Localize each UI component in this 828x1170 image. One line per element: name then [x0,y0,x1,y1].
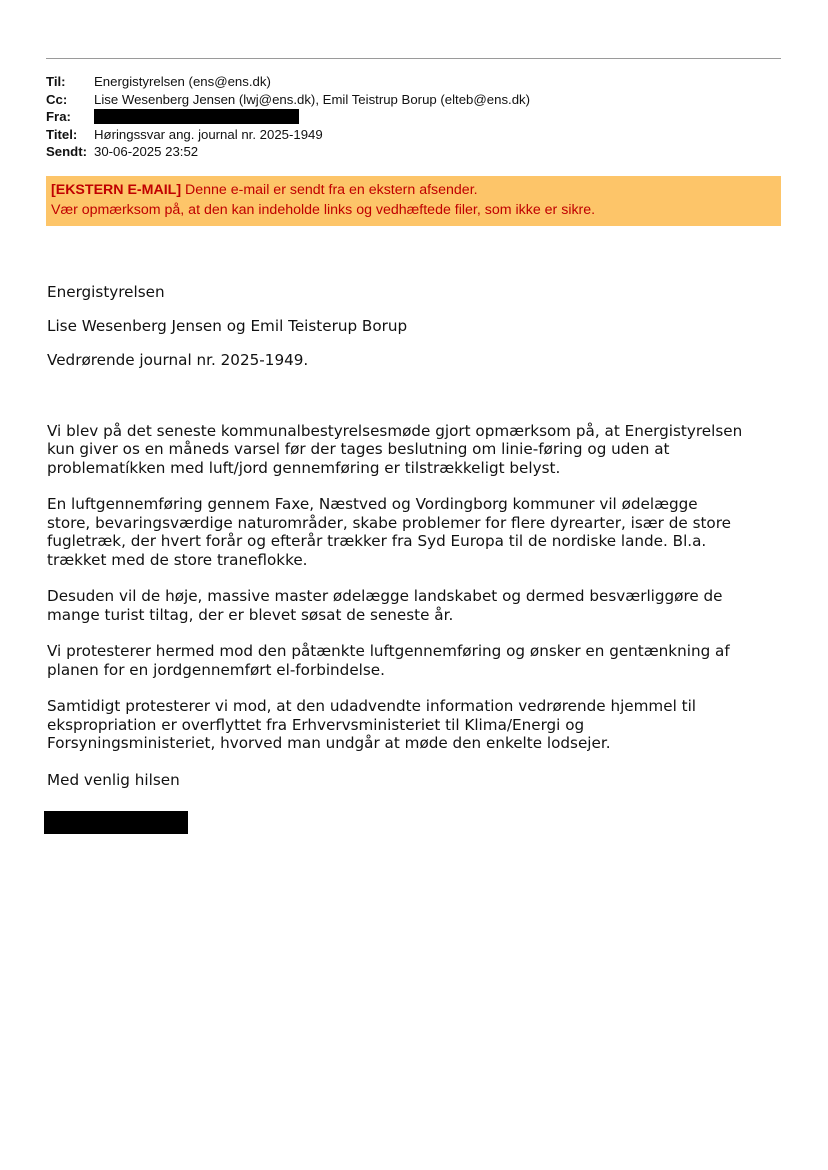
letter-body [47,283,807,789]
paragraph-line: Vi protesterer hermed mod den påtænkte luftgennemføring og ønsker en gentænkning af [47,642,730,660]
letter-closing: Med venlig hilsen [47,770,180,789]
banner-text-1: Denne e-mail er sendt fra en ekstern afsender. [181,182,478,198]
top-divider [46,58,781,59]
paragraph-line: Desuden vil de høje, massive master ødelægge landskabet og dermed besværliggøre de [47,587,723,605]
header-cc-row [46,91,781,109]
paragraph-line: kun giver os en måneds varsel før der tages beslutning om linie-føring og uden at [47,440,670,458]
letter-reference: Vedrørende journal nr. 2025-1949. [47,351,309,369]
signature-redaction [44,811,188,834]
banner-line-1 [51,180,781,200]
paragraph-line: En luftgennemføring gennem Faxe, Næstved og Vordingborg kommuner vil ødelægge [47,495,698,513]
to-label: Til: [46,74,66,89]
cc-label: Cc: [46,91,68,107]
cc-value: Lise Wesenberg Jensen (lwj@ens.dk), Emil Teistrup Borup (elteb@ens.dk) [94,91,531,107]
letter-recipient: Energistyrelsen [47,283,165,301]
paragraph-5 [47,697,807,753]
paragraph-line: problematíkken med luft/jord gennemføring er tilstrækkeligt belyst. [47,458,561,477]
subject-value: Høringssvar ang. journal nr. 2025-1949 [94,126,323,142]
external-email-banner [46,176,781,226]
header-sent-row [46,143,781,161]
paragraph-line: mange turist tiltag, der er blevet søsat de seneste år. [47,605,454,624]
paragraph-4 [47,642,807,679]
to-value: Energistyrelsen (ens@ens.dk) [94,74,271,89]
from-redaction [94,109,299,124]
paragraph-1 [47,422,807,478]
paragraph-3 [47,587,807,624]
paragraph-line: ekspropriation er overflyttet fra Erhvervsministeriet til Klima/Energi og [47,715,585,734]
paragraph-2 [47,495,807,569]
banner-line-2: Vær opmærksom på, at den kan indeholde links og vedhæftede filer, som ikke er sikre. [51,202,596,218]
letter-attention: Lise Wesenberg Jensen og Emil Teisterup Borup [47,317,408,335]
paragraph-line: Vi blev på det seneste kommunalbestyrelsesmøde gjort opmærksom på, at Energistyrelsen [47,421,743,440]
paragraph-line: Forsyningsministeriet, hvorved man undgår at møde den enkelte lodsejer. [47,734,611,752]
header-from-row [46,108,781,126]
paragraph-line: Samtidigt protesterer vi mod, at den udadvendte information vedrørende hjemmel til [47,697,697,715]
subject-label: Titel: [46,126,78,142]
email-header [46,73,781,161]
sent-label: Sendt: [46,144,88,159]
paragraph-line: trækket med de store traneflokke. [47,550,308,569]
header-subject-row [46,126,781,144]
paragraph-line: fugletræk, der hvert forår og efterår trækker fra Syd Europa til de nordiske lande. Bl.a. [47,532,707,550]
header-to-row [46,73,781,91]
sent-value: 30-06-2025 23:52 [94,144,199,159]
banner-tag: [EKSTERN E-MAIL] [51,182,182,198]
from-label: Fra: [46,109,71,124]
paragraph-line: store, bevaringsværdige naturområder, skabe problemer for flere dyrearter, især de store [47,513,731,532]
paragraph-line: planen for en jordgennemført el-forbindelse. [47,660,385,679]
